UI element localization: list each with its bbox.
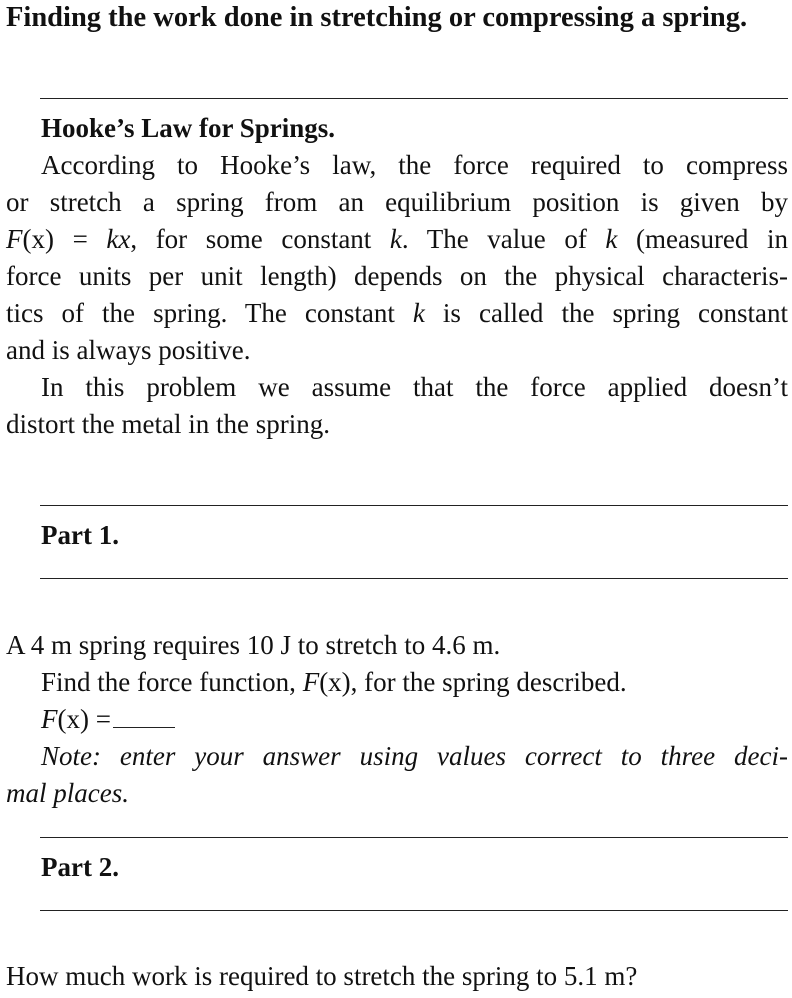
text-segment: Find the force function,: [41, 667, 303, 697]
page-title: Finding the work done in stretching or compressing a spring.: [6, 2, 748, 33]
divider: [40, 505, 788, 506]
hooke-line-1: According to Hooke’s law, the force required to compress: [41, 150, 788, 180]
note-text: Note: enter your answer using values correct to three deci-: [41, 741, 788, 771]
math-arg: (x): [319, 667, 351, 697]
hooke-heading: Hooke’s Law for Springs.: [41, 113, 336, 143]
answer-blank-input[interactable]: [113, 707, 175, 728]
part1-question: [41, 664, 792, 701]
math-F: F: [6, 224, 23, 254]
hooke-p2-line-1: In this problem we assume that the force applied doesn’t: [41, 372, 788, 402]
hooke-p2-line-2: distort the metal in the spring.: [6, 409, 330, 439]
text-segment: . The value of: [401, 224, 606, 254]
part1-answer-row: [41, 701, 792, 738]
hooke-line-6: and is always positive.: [6, 335, 251, 365]
math-F: F: [41, 704, 58, 734]
text-segment: , for the spring described.: [350, 667, 627, 697]
divider: [40, 578, 788, 579]
part2-heading: Part 2.: [41, 852, 119, 882]
part1-note-line-2: [6, 775, 788, 812]
hooke-line-4: force units per unit length) depends on the physical characteris-: [6, 261, 788, 291]
divider: [40, 98, 788, 99]
note-text: mal places.: [6, 778, 129, 808]
part1-note-line-1: [41, 738, 788, 775]
divider: [40, 910, 788, 911]
math-k: k: [389, 224, 402, 254]
part1-statement: A 4 m spring requires 10 J to stretch to 4.6 m.: [6, 630, 501, 660]
divider: [40, 837, 788, 838]
text-segment: (measured in: [617, 224, 788, 254]
hooke-line-3: [6, 221, 788, 258]
math-F: F: [302, 667, 320, 697]
math-k: k: [605, 224, 618, 254]
math-k: k: [412, 298, 425, 328]
part1-heading: Part 1.: [41, 520, 119, 550]
hooke-line-5: [6, 295, 788, 332]
hooke-line-2: or stretch a spring from an equilibrium position is given by: [6, 187, 788, 217]
math-eq: =: [88, 704, 111, 734]
text-segment: tics of the spring. The constant: [6, 298, 413, 328]
math-arg: (x): [57, 704, 89, 734]
text-segment: , for some constant: [130, 224, 390, 254]
math-kx: kx: [106, 224, 131, 254]
math-eq: =: [53, 224, 107, 254]
text-segment: is called the spring constant: [424, 298, 788, 328]
part2-question: How much work is required to stretch the spring to 5.1 m?: [6, 961, 638, 991]
math-arg: (x): [22, 224, 54, 254]
